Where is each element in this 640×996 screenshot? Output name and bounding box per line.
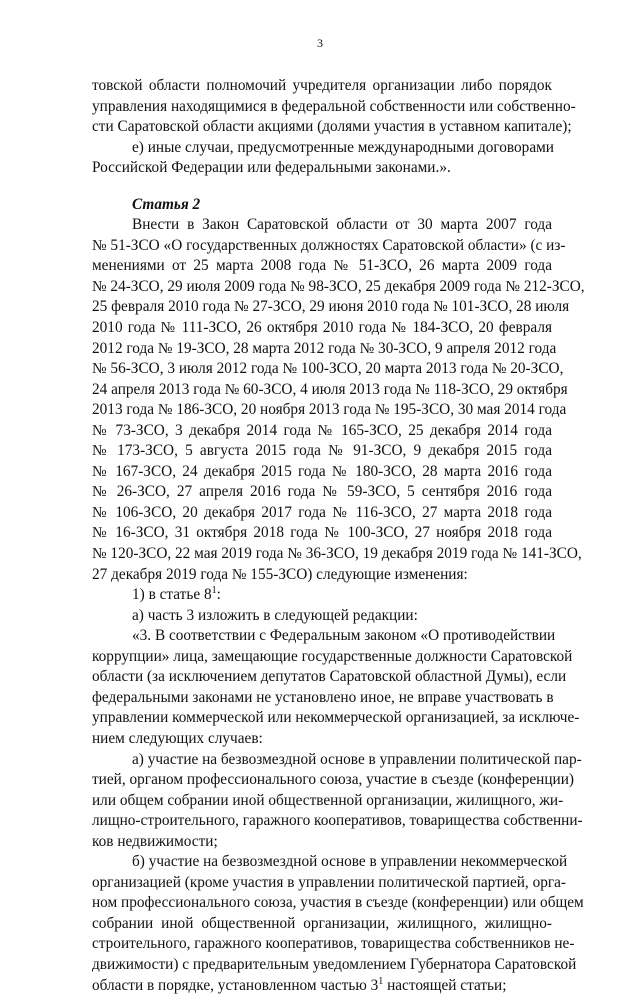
text-line: управления находящимися в федеральной собственности или собственно- (92, 97, 576, 115)
text-line: ков недвижимости; (92, 832, 218, 850)
text-line: 2013 года № 186-ЗСО, 20 ноября 2013 года № 195-ЗСО, 30 мая 2014 года (92, 401, 567, 419)
text-line: строительного, гаражного кооперативов, товарищества собственников не- (92, 935, 575, 953)
text-line: области (за исключением депутатов Саратовской областной Думы), если (92, 668, 567, 686)
text-line: Российской Федерации или федеральными законами.». (92, 159, 451, 177)
text-line: товской области полномочий учредителя организации либо порядок (92, 77, 552, 94)
document-body (92, 76, 585, 996)
text-line: 27 декабря 2019 года № 155-ЗСО) следующие изменения: (92, 565, 468, 583)
text-line: ном профессионального союза, участия в съезде (конференции) или общем (92, 894, 584, 912)
text-line: а) участие на безвозмездной основе в управлении политической пар- (132, 750, 582, 768)
text-line: собрании иной общественной организации, жилищного, жилищно- (92, 914, 552, 932)
text-line: № 120-ЗСО, 22 мая 2019 года № 36-ЗСО, 19 декабря 2019 года № 141-ЗСО, (92, 545, 582, 563)
text-line: № 167-ЗСО, 24 декабря 2015 года № 180-ЗСО, 28 марта 2016 года (92, 462, 552, 480)
text-line: № 51-ЗСО «О государственных должностях Саратовской области» (с из- (92, 236, 566, 254)
paragraph-gap (92, 179, 552, 195)
text-line: 2012 года № 19-ЗСО, 28 марта 2012 года № 30-ЗСО, 9 апреля 2012 года (92, 339, 557, 357)
text-line: управлении коммерческой или некоммерческой организацией, за исключе- (92, 709, 580, 727)
text-line (92, 976, 552, 996)
text-line: № 16-ЗСО, 31 октября 2018 года № 100-ЗСО, 27 ноября 2018 года (92, 524, 552, 542)
superscript: 1 (378, 975, 384, 987)
article-heading: Статья 2 (132, 195, 201, 213)
text-line: б) участие на безвозмездной основе в управлении некоммерческой (132, 853, 568, 871)
text-fragment: настоящей статьи; (383, 976, 507, 994)
text-line: или общем собрании иной общественной организации, жилищного, жи- (92, 791, 564, 809)
text-line: нием следующих случаев: (92, 729, 263, 747)
text-line: организацией (кроме участия в управлении политической партией, орга- (92, 873, 567, 891)
text-line: менениями от 25 марта 2008 года № 51-ЗСО, 26 марта 2009 года (92, 257, 552, 275)
superscript: 1 (211, 585, 217, 597)
text-line: 2010 года № 111-ЗСО, 26 октября 2010 года № 184-ЗСО, 20 февраля (92, 319, 552, 337)
text-fragment: : (216, 586, 221, 604)
text-line: № 24-ЗСО, 29 июля 2009 года № 98-ЗСО, 25 декабря 2009 года № 212-ЗСО, (92, 277, 585, 295)
text-line: сти Саратовской области акциями (долями участия в уставном капитале); (92, 118, 572, 136)
text-line: № 73-ЗСО, 3 декабря 2014 года № 165-ЗСО, 25 декабря 2014 года (92, 421, 552, 439)
text-line: 25 февраля 2010 года № 27-ЗСО, 29 июня 2010 года № 101-ЗСО, 28 июля (92, 298, 570, 316)
page-number: 3 (317, 36, 323, 50)
text-line: тией, органом профессионального союза, участие в съезде (конференции) (92, 771, 575, 789)
text-line: федеральными законами не установлено иное, не вправе участвовать в (92, 688, 554, 706)
text-line: № 56-ЗСО, 3 июля 2012 года № 100-ЗСО, 20 марта 2013 года № 20-ЗСО, (92, 360, 564, 378)
text-line: лищно-строительного, гаражного кооперативов, товарищества собственни- (92, 812, 583, 830)
text-line (92, 585, 552, 606)
text-line: № 173-ЗСО, 5 августа 2015 года № 91-ЗСО, 9 декабря 2015 года (92, 442, 552, 460)
text-line: № 26-ЗСО, 27 апреля 2016 года № 59-ЗСО, 5 сентября 2016 года (92, 483, 552, 501)
text-line: № 106-ЗСО, 20 декабря 2017 года № 116-ЗСО, 27 марта 2018 года (92, 503, 552, 521)
text-line: е) иные случаи, предусмотренные международными договорами (132, 138, 554, 156)
text-line: коррупции» лица, замещающие государственные должности Саратовской (92, 647, 573, 665)
text-line: движимости) с предварительным уведомлением Губернатора Саратовской (92, 955, 577, 973)
text-line: 24 апреля 2013 года № 60-ЗСО, 4 июля 2013 года № 118-ЗСО, 29 октября (92, 380, 568, 398)
text-fragment: области в порядке, установленном частью 3 (92, 976, 379, 994)
text-line: а) часть 3 изложить в следующей редакции: (132, 606, 418, 624)
text-fragment: 1) в статье 8 (132, 586, 212, 604)
text-line: Внести в Закон Саратовской области от 30 марта 2007 года (132, 216, 552, 234)
text-line: «3. В соответствии с Федеральным законом «О противодействии (132, 627, 556, 645)
